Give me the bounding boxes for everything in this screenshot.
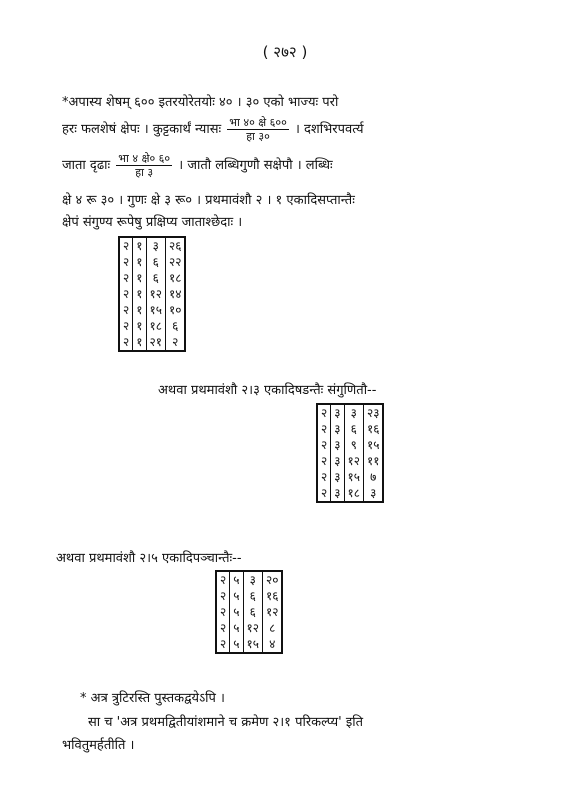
table-cell: २३ — [363, 404, 383, 421]
table-cell: १८ — [146, 318, 165, 334]
table-row — [216, 588, 282, 604]
table-cell: ३ — [331, 437, 344, 453]
table-cell: २ — [220, 605, 227, 619]
table-cell: ११ — [363, 453, 383, 469]
fraction-dridha-numerator: भा ४ क्षे० ६० — [118, 152, 171, 165]
table-row — [317, 453, 383, 469]
table-row — [216, 636, 282, 653]
table-cell: २ — [123, 255, 130, 269]
table-cell: ४ — [262, 636, 282, 653]
table-cell: १० — [165, 302, 185, 318]
table-cell: ६ — [344, 421, 363, 437]
table-cell: १६ — [363, 421, 383, 437]
table-cell: २ — [119, 237, 133, 254]
table-cell: ३ — [344, 404, 363, 421]
table-cell: २० — [262, 571, 282, 588]
table-cell: १ — [133, 270, 146, 286]
table-cell: २ — [123, 271, 130, 285]
table-cell: १ — [133, 254, 146, 270]
table-cell: ६ — [165, 318, 185, 334]
table-cell: १२ — [146, 286, 165, 302]
table-cell: २ — [123, 319, 130, 333]
table-cell: १५ — [146, 302, 165, 318]
fraction-dridha — [116, 152, 172, 179]
table-cell: २ — [123, 303, 130, 317]
table-cell: १५ — [363, 437, 383, 453]
text-line-7: अथवा प्रथमावंशौ २।५ एकादिपञ्चान्तैः-- — [56, 551, 242, 566]
text-line-2 — [62, 116, 364, 143]
table-cell: १२ — [262, 604, 282, 620]
table-cell: २ — [317, 404, 331, 421]
text-line-6: अथवा प्रथमावंशौ २।३ एकादिषडन्तैः संगुणितौ-- — [158, 383, 377, 398]
table-cell: १२ — [243, 620, 262, 636]
table-row — [119, 302, 185, 318]
table-cell: २ — [321, 470, 328, 484]
footnote-line-2: सा च 'अत्र प्रथमद्वितीयांशमाने च क्रमेण २।१ परिकल्प्य' इति — [88, 715, 364, 730]
text-line-2-post: । दशभिरपवर्त्य — [294, 122, 364, 137]
table-cell: २ — [123, 287, 130, 301]
table-row — [317, 404, 383, 421]
table-cell: २ — [321, 486, 328, 500]
table-row — [119, 237, 185, 254]
fraction-dridha-denominator: हा ३ — [135, 166, 154, 179]
text-line-2-pre: हरः फलशेषं क्षेपः । कुट्टकार्थं न्यासः — [62, 122, 222, 137]
table-cell: ६ — [146, 254, 165, 270]
table-cell: १५ — [243, 636, 262, 653]
table-cell: २ — [321, 438, 328, 452]
table-cell: १ — [133, 302, 146, 318]
text-line-3-post: । जातौ लब्धिगुणौ सक्षेपौ । लब्धिः — [178, 158, 333, 173]
table-cell: २ — [321, 454, 328, 468]
table-row — [119, 318, 185, 334]
table-cell: १ — [133, 334, 146, 351]
table-cell: २ — [123, 335, 130, 349]
text-line-3 — [62, 152, 333, 179]
text-line-1: *अपास्य शेषम् ६०० इतरयोरेतयोः ४० । ३० एको भाज्यः परो — [62, 95, 339, 110]
text-line-3-pre: जाता दृढाः — [62, 158, 111, 173]
table-cell: १ — [133, 286, 146, 302]
table-cell: ३ — [331, 404, 344, 421]
table-cell: ५ — [230, 636, 243, 653]
footnote-line-1: * अत्र त्रुटिरस्ति पुस्तकद्वयेऽपि । — [80, 691, 225, 706]
fraction-nyasa — [227, 116, 289, 143]
table-first-parts-2-5 — [215, 570, 283, 654]
table-cell: ३ — [331, 469, 344, 485]
table-cell: १ — [133, 237, 146, 254]
table-row — [216, 604, 282, 620]
table-row — [119, 286, 185, 302]
table-row — [317, 437, 383, 453]
table-cell: ९ — [344, 437, 363, 453]
page-number: ( २७२ ) — [262, 43, 308, 61]
table-cell: ३ — [363, 485, 383, 502]
table-row — [216, 620, 282, 636]
table-cell: १२ — [344, 453, 363, 469]
table-cell: ५ — [230, 620, 243, 636]
table-cell: २ — [216, 571, 230, 588]
table-cell: ६ — [243, 588, 262, 604]
table-cell: १६ — [262, 588, 282, 604]
table-cell: २१ — [146, 334, 165, 351]
text-line-4: क्षे ४ रू ३० । गुणः क्षे ३ रू० । प्रथमावंशौ २ । १ एकादिसप्तान्तैः — [62, 193, 355, 208]
table-cell: २ — [321, 422, 328, 436]
table-row — [317, 485, 383, 502]
table-row — [119, 334, 185, 351]
table-cell: ७ — [363, 469, 383, 485]
text-line-5: क्षेपं संगुण्य रूपेषु प्रक्षिप्य जाताश्छेदाः । — [62, 215, 243, 230]
table-cell: २ — [165, 334, 185, 351]
table-cell: २६ — [165, 237, 185, 254]
table-cell: ५ — [230, 571, 243, 588]
table-cell: ६ — [243, 604, 262, 620]
table-row — [317, 469, 383, 485]
table-cell: ५ — [230, 604, 243, 620]
table-cell: १८ — [344, 485, 363, 502]
table-row — [317, 421, 383, 437]
table-cell: १५ — [344, 469, 363, 485]
table-cell: ३ — [331, 453, 344, 469]
table-cell: १४ — [165, 286, 185, 302]
table-cell: १ — [133, 318, 146, 334]
table-cell: ८ — [262, 620, 282, 636]
table-cell: २२ — [165, 254, 185, 270]
table-row — [119, 270, 185, 286]
table-cell: ३ — [243, 571, 262, 588]
table-row — [119, 254, 185, 270]
table-row — [216, 571, 282, 588]
table-cell: ६ — [146, 270, 165, 286]
table-cell: ३ — [331, 421, 344, 437]
table-cell: २ — [220, 589, 227, 603]
table-cell: २ — [220, 621, 227, 635]
table-cell: ५ — [230, 588, 243, 604]
footnote-line-3: भवितुमर्हतीति । — [62, 738, 135, 753]
table-cell: १८ — [165, 270, 185, 286]
table-cell: २ — [220, 637, 227, 651]
table-cell: ३ — [146, 237, 165, 254]
fraction-nyasa-denominator: हा ३० — [246, 130, 270, 143]
fraction-nyasa-numerator: भा ४० क्षे ६०० — [229, 116, 287, 129]
table-first-parts-2-3 — [316, 403, 384, 503]
table-cell: ३ — [331, 485, 344, 502]
table-first-parts-2-1 — [118, 236, 186, 352]
